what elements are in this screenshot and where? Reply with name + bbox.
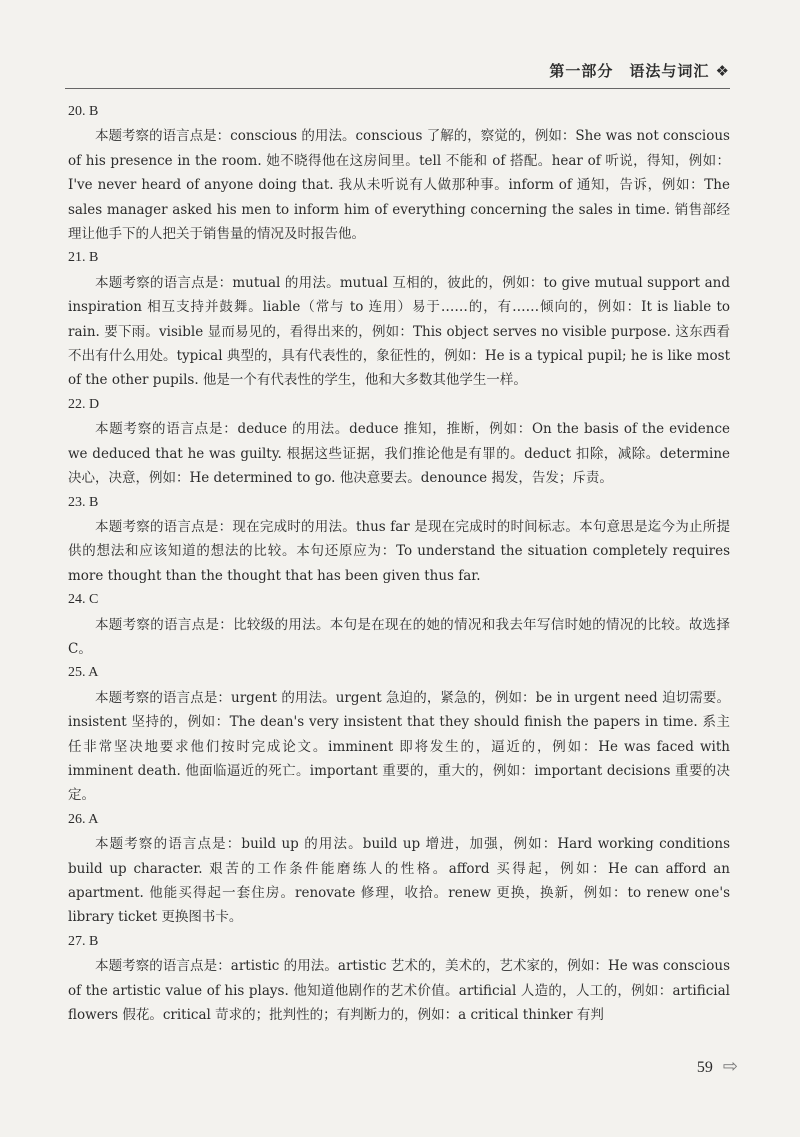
- answer-number: 22. D: [68, 396, 100, 412]
- answer-item-20: [68, 100, 730, 246]
- answer-explanation: 本题考察的语言点是：deduce 的用法。deduce 推知，推断，例如：On the basis of the evidence we deduced that he was guilty. 根据这些证据，我们推论他是有罪的。deduct 扣除，减除。determine 决心，决意，例如：He determined to go. 他决意要去。denounce 揭发，告发；斥责。: [68, 421, 730, 487]
- answer-number: 20. B: [68, 104, 99, 119]
- answer-item-21: [68, 246, 730, 392]
- answer-number: 23. B: [68, 494, 99, 510]
- answer-number: 25. A: [68, 665, 99, 681]
- answer-explanation: 本题考察的语言点是：比较级的用法。本句是在现在的她的情况和我去年写信时她的情况的比较。故选择 C。: [68, 616, 730, 657]
- page-number: 59: [696, 1059, 713, 1076]
- answer-number: 24. C: [68, 592, 99, 608]
- answer-item-27: [68, 930, 730, 1028]
- answer-explanation: 本题考察的语言点是：conscious 的用法。conscious 了解的，察觉的，例如：She was not conscious of his presence in the room. 她不晓得他在这房间里。tell 不能和 of 搭配。hear of 听说，得知，例如：I've never heard of anyone doing that. 我从未听说有人做那种事。inform of 通知，告诉，例如：The sales manager asked his men to inform him of everything concerning the sales in time. 销售部经理让他手下的人把关于销售量的情况及时报告他。: [68, 128, 730, 243]
- answer-explanation: 本题考察的语言点是：urgent 的用法。urgent 急迫的，紧急的，例如：be in urgent need 迫切需要。insistent 坚持的，例如：The dean's very insistent that they should finish the papers in time. 系主任非常坚决地要求他们按时完成论文。imminent 即将发生的，逼近的，例如：He was faced with imminent death. 他面临逼近的死亡。important 重要的，重大的，例如：important decisions 重要的决定。: [68, 689, 730, 804]
- answer-explanation: 本题考察的语言点是：build up 的用法。build up 增进，加强，例如：Hard working conditions build up character. 艰苦的工作条件能磨练人的性格。afford 买得起，例如：He can afford an apartment. 他能买得起一套住房。renovate 修理，收拾。renew 更换，换新，例如：to renew one's library ticket 更换图书卡。: [68, 836, 730, 926]
- answer-explanation: 本题考察的语言点是：artistic 的用法。artistic 艺术的，美术的，艺术家的，例如：He was conscious of the artistic value of his plays. 他知道他剧作的艺术价值。artificial 人造的，人工的，例如：artificial flowers 假花。critical 苛求的；批判性的；有判断力的，例如：a critical thinker 有判: [68, 958, 730, 1024]
- answer-item-26: [68, 808, 730, 930]
- running-header: 第一部分 语法与词汇 ❖: [549, 62, 730, 80]
- answer-number: 26. A: [68, 811, 99, 827]
- header-rule: [65, 88, 730, 89]
- answer-number: 27. B: [68, 933, 99, 949]
- answer-number: 21. B: [68, 250, 99, 266]
- answer-explanation: 本题考察的语言点是：mutual 的用法。mutual 互相的，彼此的，例如：to give mutual support and inspiration 相互支持并鼓舞。liable（常与 to 连用）易于……的，有……倾向的，例如：It is liable to rain. 要下雨。visible 显而易见的，看得出来的，例如：This object serves no visible purpose. 这东西看不出有什么用处。typical 典型的，具有代表性的，象征性的，例如：He is a typical pupil; he is like most of the other pupils. 他是一个有代表性的学生，他和大多数其他学生一样。: [68, 274, 730, 389]
- answer-item-22: [68, 393, 730, 491]
- page-footer: [697, 1056, 738, 1077]
- answer-item-23: [68, 491, 730, 589]
- next-page-arrow-icon: ⇨: [722, 1056, 738, 1076]
- answer-item-24: [68, 588, 730, 661]
- answer-list: [68, 100, 730, 1027]
- answer-item-25: [68, 661, 730, 807]
- answer-explanation: 本题考察的语言点是：现在完成时的用法。thus far 是现在完成时的时间标志。本句意思是迄今为止所提供的想法和应该知道的想法的比较。本句还原应为：To understand the situation completely requires more thought than the thought that has been given thus far.: [68, 518, 730, 584]
